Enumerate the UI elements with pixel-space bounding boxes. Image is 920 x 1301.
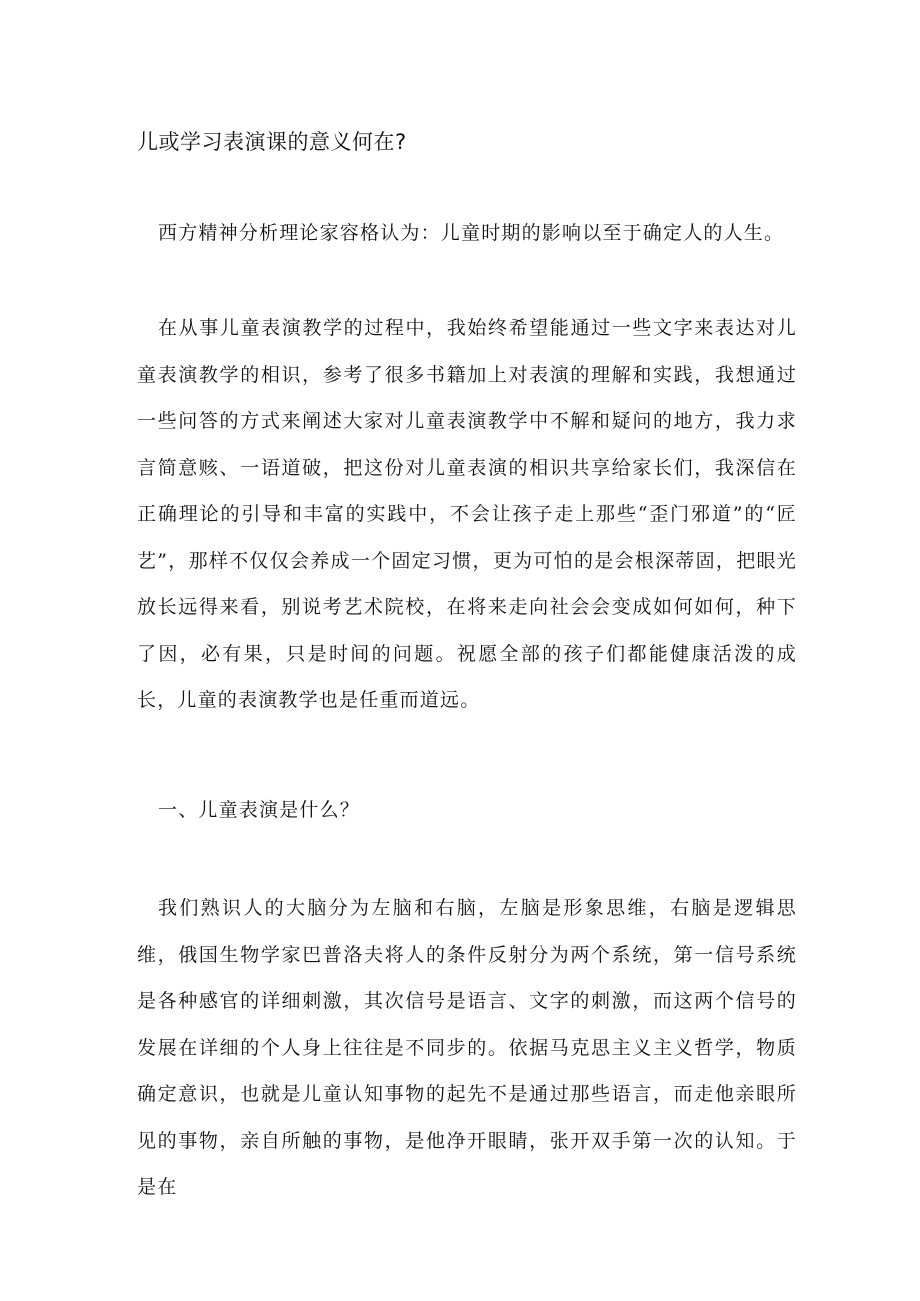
document-title: 儿或学习表演课的意义何在? [137,130,407,154]
intro-paragraph: 西方精神分析理论家容格认为：儿童时期的影响以至于确定人的人生。 [158,222,785,244]
body-paragraph: 在从事儿童表演教学的过程中，我始终希望能通过一些文字来表达对儿童表演教学的相识，参考了很多书籍加上对表演的理解和实践，我想通过一些问答的方式来阐述大家对儿童表演教学中不解和疑问的地方，我力求言简意赅、一语道破，把这份对儿童表演的相识共享给家长们，我深信在正确理论的引导和丰富的实践中，不会让孩子走上那些“歪门邪道”的“匠艺”，那样不仅仅会养成一个固定习惯，更为可怕的是会根深蒂固，把眼光放长远得来看，别说考艺术院校，在将来走向社会会变成如何如何，种下了因，必有果，只是时间的问题。祝愿全部的孩子们都能健康活泼的成长，儿童的表演教学也是任重而道远。 [137,317,797,711]
section-paragraph: 我们熟识人的大脑分为左脑和右脑，左脑是形象思维，右脑是逻辑思维，俄国生物学家巴普洛夫将人的条件反射分为两个系统，第一信号系统是各种感官的详细刺激，其次信号是语言、文字的刺激，而这两个信号的发展在详细的个人身上往往是不同步的。依据马克思主义主义哲学，物质确定意识，也就是儿童认知事物的起先不是通过那些语言，而走他亲眼所见的事物，亲自所触的事物，是他净开眼睛，张开双手第一次的认知。于是在 [137,897,797,1198]
section-heading: 一、儿童表演是什么？ [158,799,361,821]
